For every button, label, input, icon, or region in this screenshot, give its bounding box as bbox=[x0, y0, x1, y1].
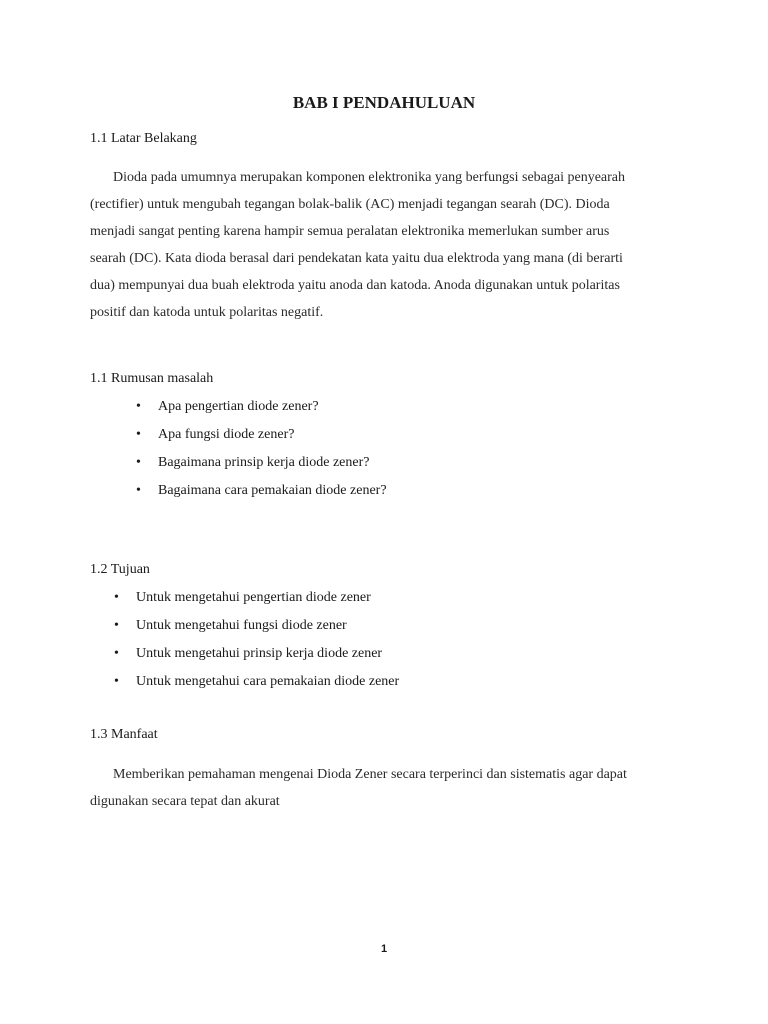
paragraph-line: (rectifier) untuk mengubah tegangan bolak-balik (AC) menjadi tegangan searah (DC). Dioda bbox=[90, 197, 610, 212]
section-heading-tujuan: 1.2 Tujuan bbox=[90, 562, 150, 577]
paragraph-line: searah (DC). Kata dioda berasal dari pendekatan kata yaitu dua elektroda yang mana (di berarti bbox=[90, 251, 623, 266]
paragraph-line: positif dan katoda untuk polaritas negatif. bbox=[90, 305, 324, 320]
bullet-icon: • bbox=[136, 455, 141, 470]
bullet-icon: • bbox=[136, 399, 141, 414]
bullet-icon: • bbox=[136, 483, 141, 498]
bullet-icon: • bbox=[114, 646, 119, 661]
page-number: 1 bbox=[380, 943, 388, 955]
bullet-icon: • bbox=[114, 674, 119, 689]
paragraph-line: menjadi sangat penting karena hampir semua peralatan elektronika memerlukan sumber arus bbox=[90, 224, 610, 239]
page-title: BAB I PENDAHULUAN bbox=[292, 93, 476, 112]
section-heading-latar-belakang: 1.1 Latar Belakang bbox=[90, 131, 197, 146]
paragraph-line: digunakan secara tepat dan akurat bbox=[90, 794, 280, 809]
document-page: BAB I PENDAHULUAN 1.1 Latar Belakang Dioda pada umumnya merupakan komponen elektronika yang berfungsi sebagai penyearah (rectifier) untuk mengubah tegangan bolak-balik (AC) menjadi tegangan searah (DC). Dioda menjadi sangat penting karena hampir semua peralatan elektronika memerlukan sumber arus searah (DC). Kata dioda berasal dari pendekatan kata yaitu dua elektroda yang mana (di berarti dua) mempunyai dua buah elektroda yaitu anoda dan katoda. Anoda digunakan untuk polaritas positif dan katoda untuk polaritas negatif. 1.1 Rumusan masalah • Apa pengertian diode zener? • Apa fungsi diode zener? • Bagaimana prinsip kerja diode zener? • Bagaimana cara pemakaian diode zener? 1.2 Tujuan • Untuk mengetahui pengertian diode zener • Untuk mengetahui fungsi diode zener • Untuk mengetahui prinsip kerja diode zener • Untuk mengetahui cara pemakaian diode zener 1.3 Manfaat Memberikan pemahaman mengenai Dioda Zener secara terperinci dan sistematis agar dapat digunakan secara tepat dan akurat 1 bbox=[0, 0, 768, 1024]
bullet-icon: • bbox=[136, 427, 141, 442]
section-heading-manfaat: 1.3 Manfaat bbox=[90, 727, 158, 742]
paragraph-line: Memberikan pemahaman mengenai Dioda Zener secara terperinci dan sistematis agar dapat bbox=[113, 767, 627, 782]
paragraph-manfaat bbox=[90, 761, 680, 815]
section-heading-rumusan-masalah: 1.1 Rumusan masalah bbox=[90, 371, 214, 386]
bullet-icon: • bbox=[114, 618, 119, 633]
paragraph-line: Dioda pada umumnya merupakan komponen elektronika yang berfungsi sebagai penyearah bbox=[113, 170, 625, 185]
paragraph-line: dua) mempunyai dua buah elektroda yaitu anoda dan katoda. Anoda digunakan untuk polaritas bbox=[90, 278, 620, 293]
paragraph-latar-belakang bbox=[90, 164, 680, 326]
bullet-icon: • bbox=[114, 590, 119, 605]
